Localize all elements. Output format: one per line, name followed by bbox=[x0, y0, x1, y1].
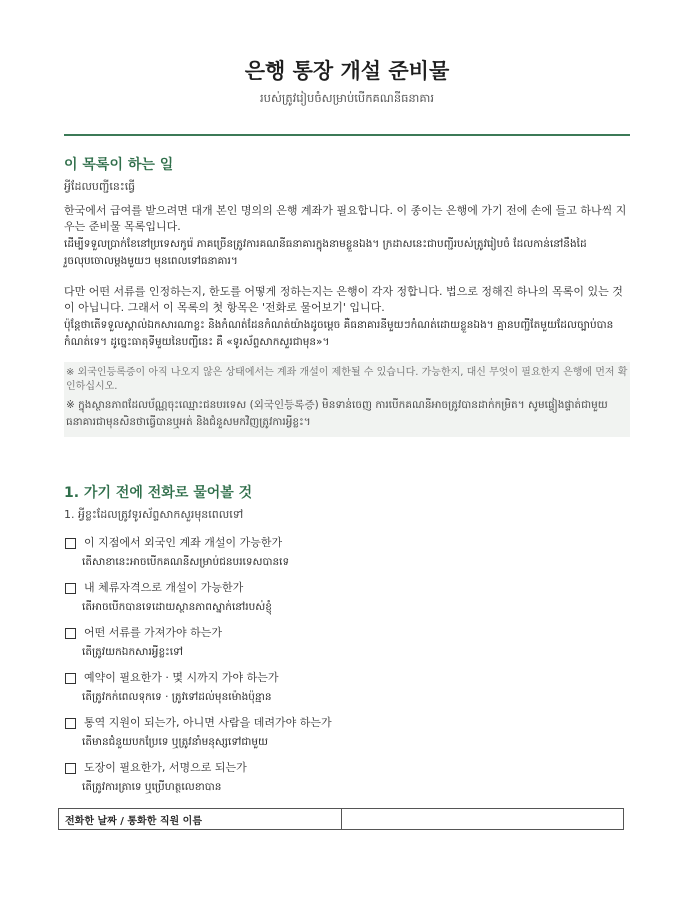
intro-paragraph-1-korean: 한국에서 급여를 받으려면 대개 본인 명의의 은행 계좌가 필요합니다. 이 종이는 은행에 가기 전에 손에 들고 하나씩 지우는 준비물 목록입니다. bbox=[64, 204, 627, 233]
note-box bbox=[64, 362, 630, 437]
checklist-item-korean: 도장이 필요한가, 서명으로 되는가 bbox=[84, 761, 247, 774]
call-record-table bbox=[58, 808, 624, 830]
checklist-item-khmer: តើត្រូវយកឯកសារអ្វីខ្លះទៅ bbox=[82, 646, 184, 658]
header-divider bbox=[64, 134, 630, 136]
note-khmer: ※ ក្នុងស្ថានភាពដែលប័ណ្ណចុះឈ្មោះជនបរទេស (외국인등록증) មិនទាន់ចេញ ការបើកគណនីអាចត្រូវបានដាក់កម្រិត។ សូមផ្ទៀងផ្ទាត់ជាមួយធនាគារជាមុនសិនថាធ្វើបានឬអត់ និងជំនួសមកវិញត្រូវការអ្វីខ្លះ។ bbox=[66, 399, 608, 428]
checkbox-icon bbox=[65, 628, 76, 639]
document-title: 은행 통장 개설 준비물 bbox=[244, 59, 450, 83]
note-korean: ※ 외국인등록증이 아직 나오지 않은 상태에서는 계좌 개설이 제한될 수 있습니다. 가능한지, 대신 무엇이 필요한지 은행에 먼저 확인하십시오. bbox=[66, 367, 628, 392]
call-record-row bbox=[59, 809, 624, 830]
checkbox-icon bbox=[65, 763, 76, 774]
section-1-subheading: 1. អ្វីខ្លះដែលត្រូវទូរស័ព្ទសាកសួរមុនពេលទៅ bbox=[64, 508, 244, 521]
checklist-item-korean: 이 지점에서 외국인 계좌 개설이 가능한가 bbox=[84, 536, 283, 549]
checklist-item-khmer: តើសាខានេះអាចបើកគណនីសម្រាប់ជនបរទេសបានទេ bbox=[82, 556, 290, 568]
document-subtitle: របស់ត្រូវរៀបចំសម្រាប់បើកគណនីធនាគារ bbox=[260, 91, 434, 105]
section-1 bbox=[64, 483, 630, 795]
checklist-item-korean: 내 체류자격으로 개설이 가능한가 bbox=[84, 581, 244, 594]
call-record-value bbox=[342, 809, 624, 830]
checklist-item bbox=[64, 535, 630, 570]
checklist-item-khmer: តើមានជំនួយបកប្រែទេ ឬត្រូវនាំមនុស្សទៅជាមួយ bbox=[82, 736, 269, 748]
checklist-item-khmer: តើត្រូវការត្រាទេ ឬប្រើហត្ថលេខាបាន bbox=[82, 781, 222, 793]
checklist-item bbox=[64, 715, 630, 750]
document-page bbox=[64, 0, 630, 805]
checklist-item bbox=[64, 760, 630, 795]
intro-paragraph-2-korean: 다만 어떤 서류를 인정하는지, 한도를 어떻게 정하는지는 은행이 각자 정합니다. 법으로 정해진 하나의 목록이 있는 것이 아닙니다. 그래서 이 목록의 첫 항목은 '전화로 물어보기' 입니다. bbox=[64, 285, 623, 314]
call-record-label: 전화한 날짜 / 통화한 직원 이름 bbox=[59, 809, 342, 830]
section-1-heading: 1. 가기 전에 전화로 물어볼 것 bbox=[64, 485, 253, 501]
checklist-item bbox=[64, 625, 630, 660]
checklist-item-korean: 어떤 서류를 가져가야 하는가 bbox=[84, 626, 223, 639]
checkbox-icon bbox=[65, 718, 76, 729]
checklist-item bbox=[64, 580, 630, 615]
checklist-item-korean: 통역 지원이 되는가, 아니면 사람을 데려가야 하는가 bbox=[84, 716, 332, 729]
checklist-item-khmer: តើត្រូវកក់ពេលទុកទេ · ត្រូវទៅដល់មុនម៉ោងប៉ុន្មាន bbox=[82, 691, 272, 703]
intro-subheading: អ្វីដែលបញ្ជីនេះធ្វើ bbox=[64, 180, 136, 193]
checklist-item-korean: 예약이 필요한가 · 몇 시까지 가야 하는가 bbox=[84, 671, 279, 684]
intro-paragraph-1-khmer: ដើម្បីទទួលប្រាក់ខែនៅប្រទេសកូរ៉េ ភាគច្រើនត្រូវការគណនីធនាគារក្នុងនាមខ្លួនឯង។ ក្រដាសនេះជាបញ្ជីរបស់ត្រូវរៀបចំ ដែលកាន់នៅនឹងដៃរួចលុបចោលម្តងមួយៗ មុនពេលទៅធនាគារ។ bbox=[64, 238, 587, 267]
checklist-item-khmer: តើអាចបើកបានទេដោយស្ថានភាពស្នាក់នៅរបស់ខ្ញុំ bbox=[82, 601, 272, 613]
checklist bbox=[64, 535, 630, 795]
checkbox-icon bbox=[65, 673, 76, 684]
checklist-item bbox=[64, 670, 630, 705]
intro-section bbox=[64, 155, 630, 437]
intro-paragraph-2-khmer: ប៉ុន្តែថាតើទទួលស្គាល់ឯកសារណាខ្លះ និងកំណត់ដែនកំណត់យ៉ាងដូចម្តេច គឺធនាគារនីមួយៗកំណត់ដោយខ្លួនឯង។ គ្មានបញ្ជីតែមួយដែលច្បាប់បានកំណត់ទេ។ ដូច្នេះធាតុទីមួយនៃបញ្ជីនេះ គឺ «ទូរស័ព្ទសាកសួរជាមុន»។ bbox=[64, 319, 614, 348]
checkbox-icon bbox=[65, 583, 76, 594]
intro-heading: 이 목록이 하는 일 bbox=[64, 157, 174, 173]
checkbox-icon bbox=[65, 538, 76, 549]
